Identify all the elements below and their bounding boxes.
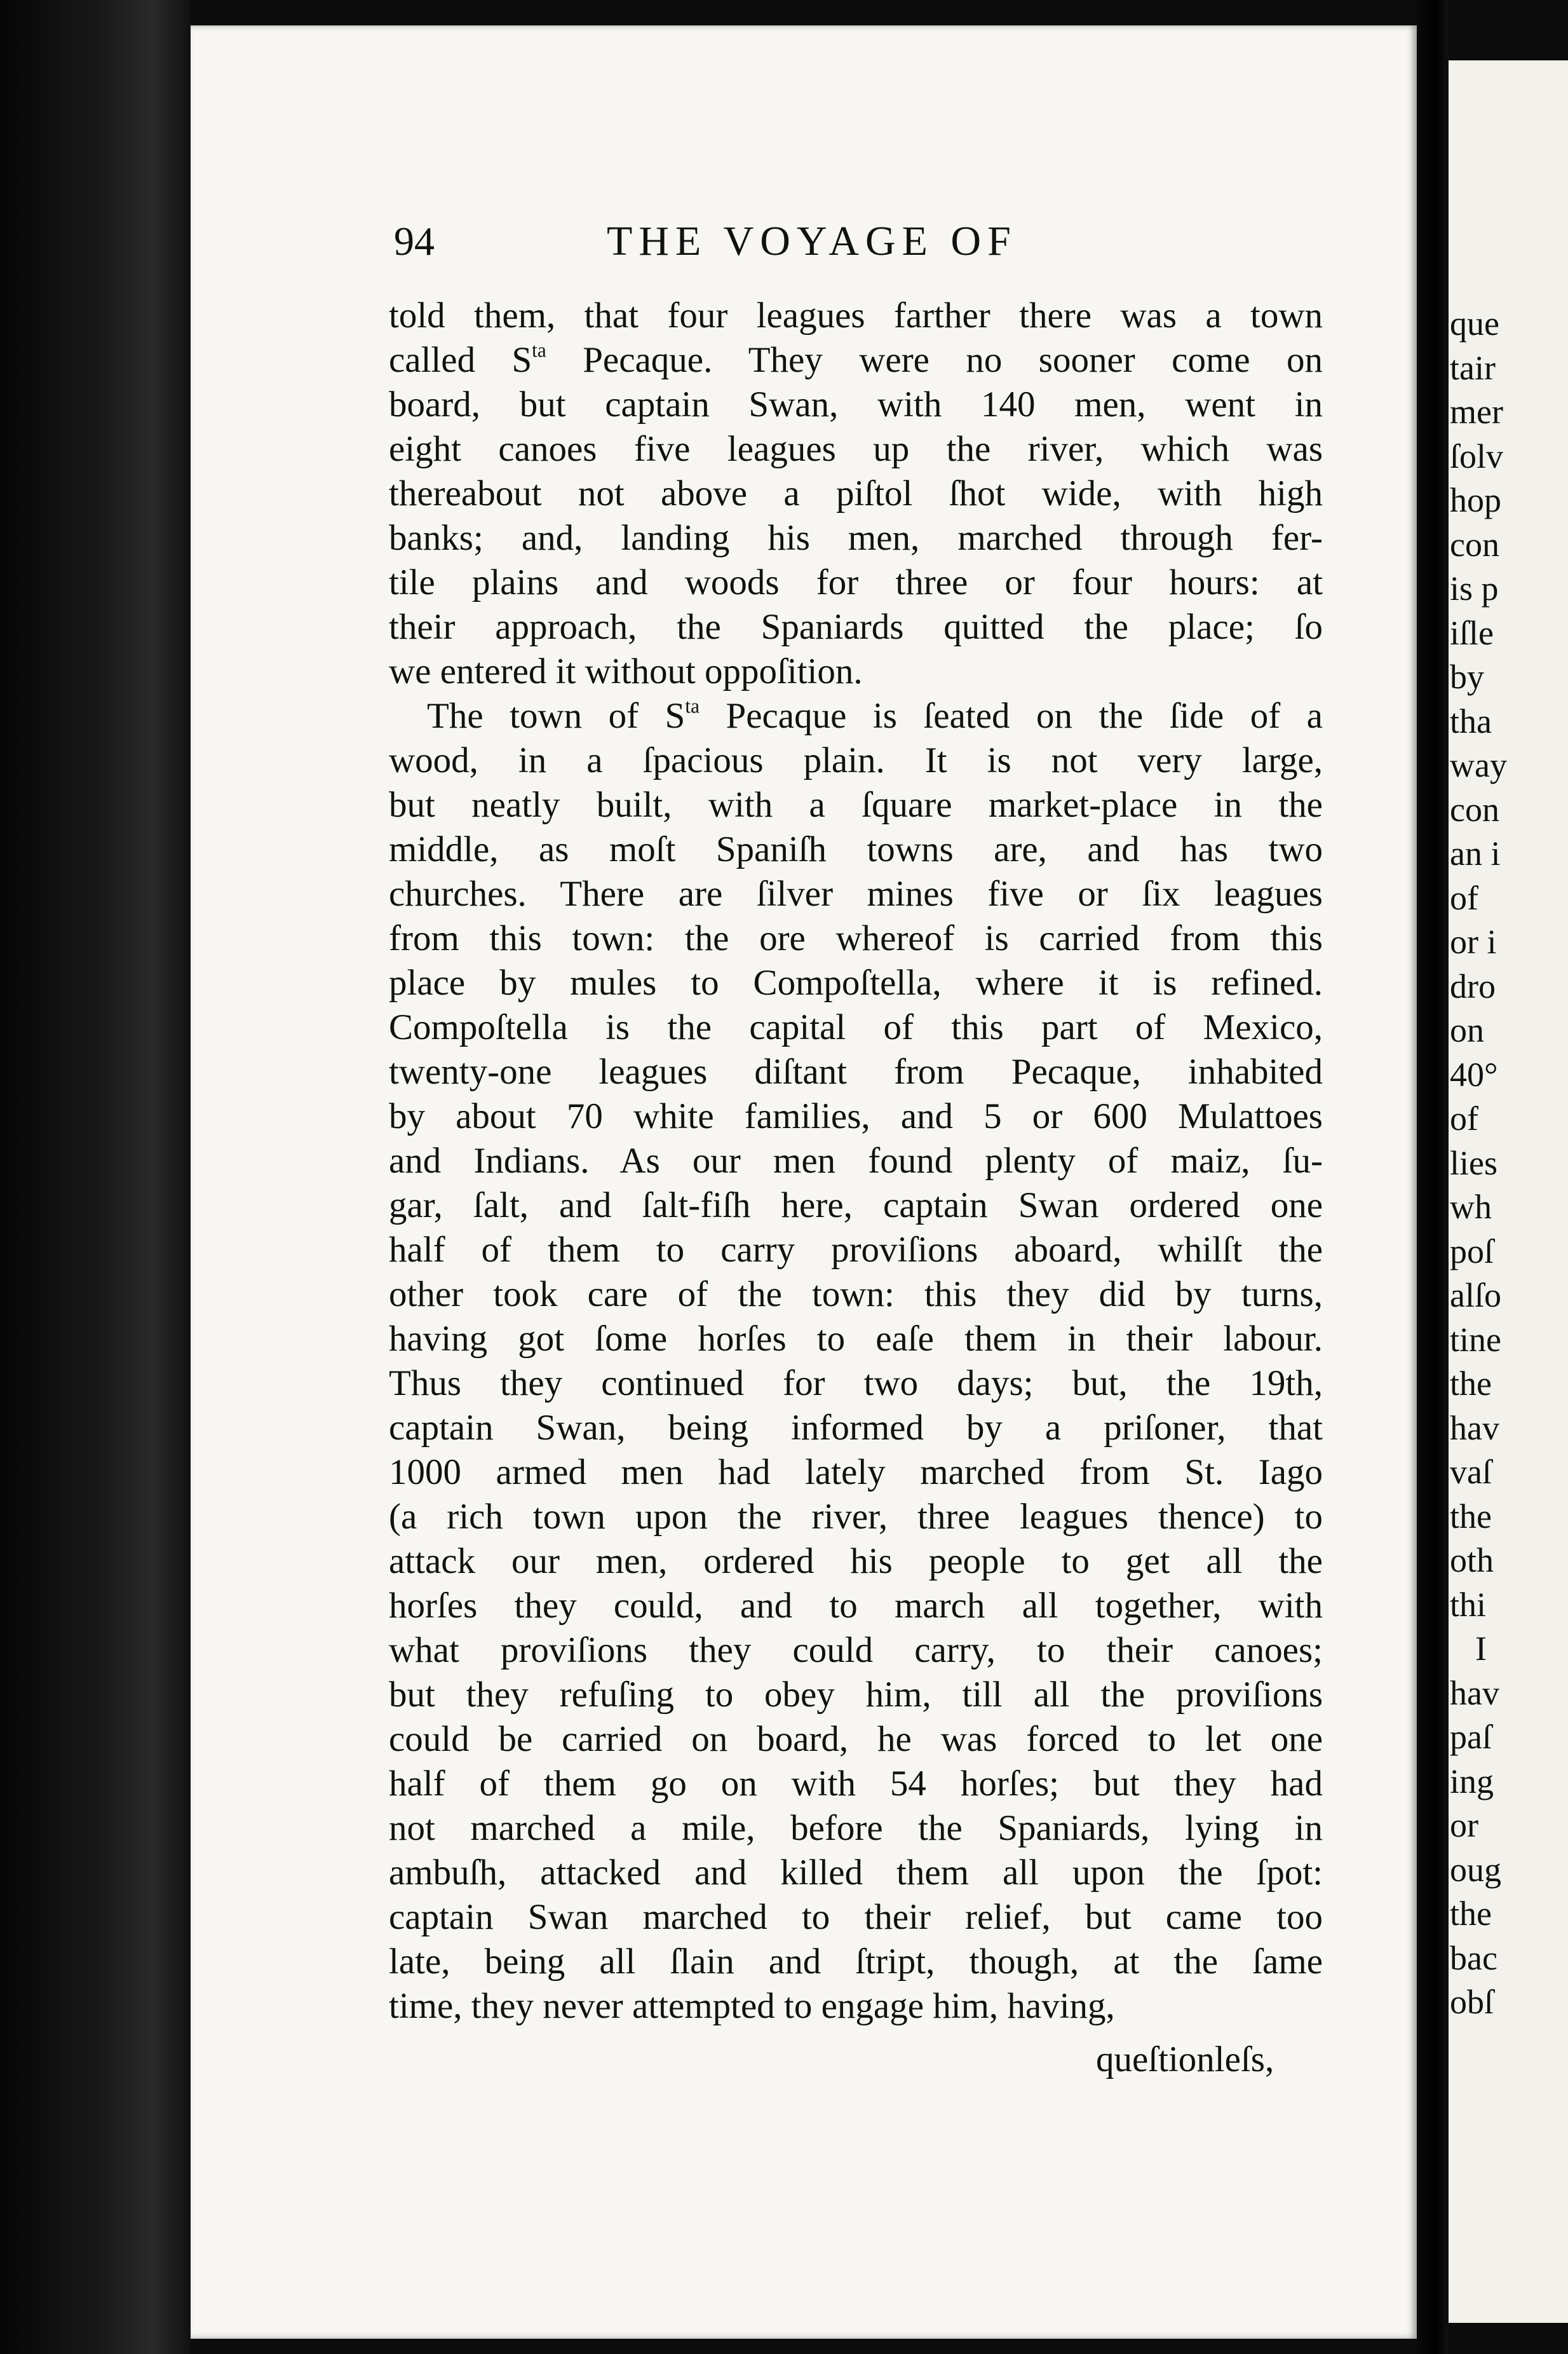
text-line: called $S^{ta}$ Pecaque. They were no sooner come on — [389, 339, 1323, 380]
facing-page-fragment: or — [1450, 1806, 1478, 1844]
facing-page-fragment: ing — [1450, 1762, 1494, 1800]
text-line: captain Swan marched to their relief, but came too — [389, 1897, 1323, 1937]
facing-page-fragment: an i — [1450, 834, 1501, 873]
text-line: twenty-one leagues diſtant from Pecaque, inhabited — [389, 1052, 1323, 1092]
facing-page-fragment: tair — [1450, 348, 1496, 387]
facing-page-fragment: que — [1450, 304, 1499, 343]
facing-page-fragment: hav — [1450, 1673, 1499, 1712]
book-edge-left — [0, 0, 191, 2354]
text-line: banks; and, landing his men, marched through fer- — [389, 518, 1323, 558]
facing-page-fragment: is p — [1450, 569, 1499, 608]
facing-page-fragment: oth — [1450, 1541, 1494, 1579]
text-line: thereabout not above a piſtol ſhot wide, with high — [389, 473, 1323, 514]
text-line: ambuſh, attacked and killed them all upon the ſpot: — [389, 1853, 1323, 1893]
running-head — [394, 210, 1334, 273]
facing-page-fragment: the — [1450, 1497, 1492, 1535]
catchword: queſtionleſs, — [1096, 2039, 1274, 2079]
facing-page-fragment: 40° — [1450, 1055, 1498, 1094]
text-line: late, being all ſlain and ſtript, though, at the ſame — [389, 1942, 1323, 1982]
facing-page-fragment: of — [1450, 1099, 1478, 1138]
facing-page-fragment: hop — [1450, 481, 1501, 519]
text-line: board, but captain Swan, with 140 men, went in — [389, 384, 1323, 425]
text-line: and Indians. As our men found plenty of maiz, ſu- — [389, 1141, 1323, 1181]
facing-page-fragment: the — [1450, 1364, 1492, 1403]
text-line: place by mules to Compoſtella, where it is refined. — [389, 963, 1323, 1003]
facing-page-fragment: I — [1475, 1629, 1487, 1668]
text-line: captain Swan, being informed by a priſoner, that — [389, 1408, 1323, 1448]
text-line: horſes they could, and to march all together, with — [389, 1586, 1323, 1626]
text-line: but neatly built, with a ſquare market-place in the — [389, 785, 1323, 825]
book-gutter — [1417, 0, 1449, 2354]
facing-page-fragment: by — [1450, 658, 1484, 696]
text-line: told them, that four leagues farther there was a town — [389, 296, 1323, 336]
facing-page-fragment: paſ — [1450, 1718, 1492, 1756]
text-line: half of them to carry proviſions aboard, whilſt the — [389, 1230, 1323, 1270]
text-line: 1000 armed men had lately marched from St. Iago — [389, 1452, 1323, 1492]
text-line: churches. There are ſilver mines five or ſix leagues — [389, 874, 1323, 914]
page-number: 94 — [394, 219, 435, 264]
facing-page-fragment: tine — [1450, 1320, 1501, 1359]
text-line: other took care of the town: this they did by turns, — [389, 1274, 1323, 1314]
facing-page-fragment: poſ — [1450, 1232, 1494, 1270]
text-line: could be carried on board, he was forced to let one — [389, 1719, 1323, 1759]
text-line: their approach, the Spaniards quitted the place; ſo — [389, 607, 1323, 647]
facing-page-fragment: wh — [1450, 1188, 1492, 1226]
text-line: half of them go on with 54 horſes; but they had — [389, 1764, 1323, 1804]
text-line: (a rich town upon the river, three leagues thence) to — [389, 1497, 1323, 1537]
facing-page-fragments — [1450, 302, 1507, 2025]
text-line: Compoſtella is the capital of this part of Mexico, — [389, 1007, 1323, 1047]
text-line: gar, ſalt, and ſalt-fiſh here, captain Swan ordered one — [389, 1185, 1323, 1225]
facing-page-fragment: or i — [1450, 923, 1497, 961]
text-line: The town of $S^{ta}$ Pecaque is ſeated on the ſide of a — [427, 695, 1323, 736]
facing-page-fragment: iſle — [1450, 613, 1494, 652]
facing-page-fragment: dro — [1450, 967, 1496, 1005]
facing-page-fragment: thi — [1450, 1585, 1487, 1624]
facing-page-fragment: alſo — [1450, 1276, 1501, 1314]
text-line: we entered it without oppoſition. — [389, 651, 863, 691]
facing-page-fragment: bac — [1450, 1938, 1497, 1977]
text-line: attack our men, ordered his people to get all the — [389, 1541, 1323, 1581]
text-line: wood, in a ſpacious plain. It is not very large, — [389, 740, 1323, 780]
facing-page-fragment: con — [1450, 790, 1499, 829]
text-line: but they refuſing to obey him, till all the proviſions — [389, 1675, 1323, 1715]
facing-page-fragment: the — [1450, 1895, 1492, 1933]
facing-page-fragment: hav — [1450, 1408, 1499, 1447]
facing-page-fragment: con — [1450, 525, 1499, 564]
facing-page-fragment: lies — [1450, 1143, 1497, 1182]
facing-page-fragment: on — [1450, 1011, 1484, 1049]
text-line: not marched a mile, before the Spaniards, lying in — [389, 1808, 1323, 1848]
text-line: Thus they continued for two days; but, the 19th, — [389, 1363, 1323, 1403]
facing-page-fragment: of — [1450, 878, 1478, 917]
text-line: eight canoes five leagues up the river, which was — [389, 429, 1323, 469]
facing-page-fragment: oug — [1450, 1850, 1501, 1889]
facing-page-fragment: tha — [1450, 702, 1492, 740]
text-line: from this town: the ore whereof is carried from this — [389, 918, 1323, 958]
running-title: THE VOYAGE OF — [607, 218, 1017, 264]
body-text — [389, 294, 1323, 2029]
facing-page-fragment: mer — [1450, 393, 1503, 431]
facing-page-fragment: vaſ — [1450, 1453, 1492, 1491]
text-line: middle, as moſt Spaniſh towns are, and has two — [389, 829, 1323, 869]
facing-page-fragment: way — [1450, 746, 1507, 784]
facing-page — [1449, 60, 1568, 2323]
text-line: what proviſions they could carry, to their canoes; — [389, 1630, 1323, 1670]
text-line: time, they never attempted to engage him, having, — [389, 1986, 1115, 2026]
text-line: tile plains and woods for three or four hours: at — [389, 562, 1323, 602]
text-line: having got ſome horſes to eaſe them in their labour. — [389, 1319, 1323, 1359]
text-line: by about 70 white families, and 5 or 600 Mulattoes — [389, 1096, 1323, 1136]
facing-page-fragment: ſolv — [1450, 437, 1504, 475]
facing-page-fragment: obſ — [1450, 1983, 1494, 2021]
